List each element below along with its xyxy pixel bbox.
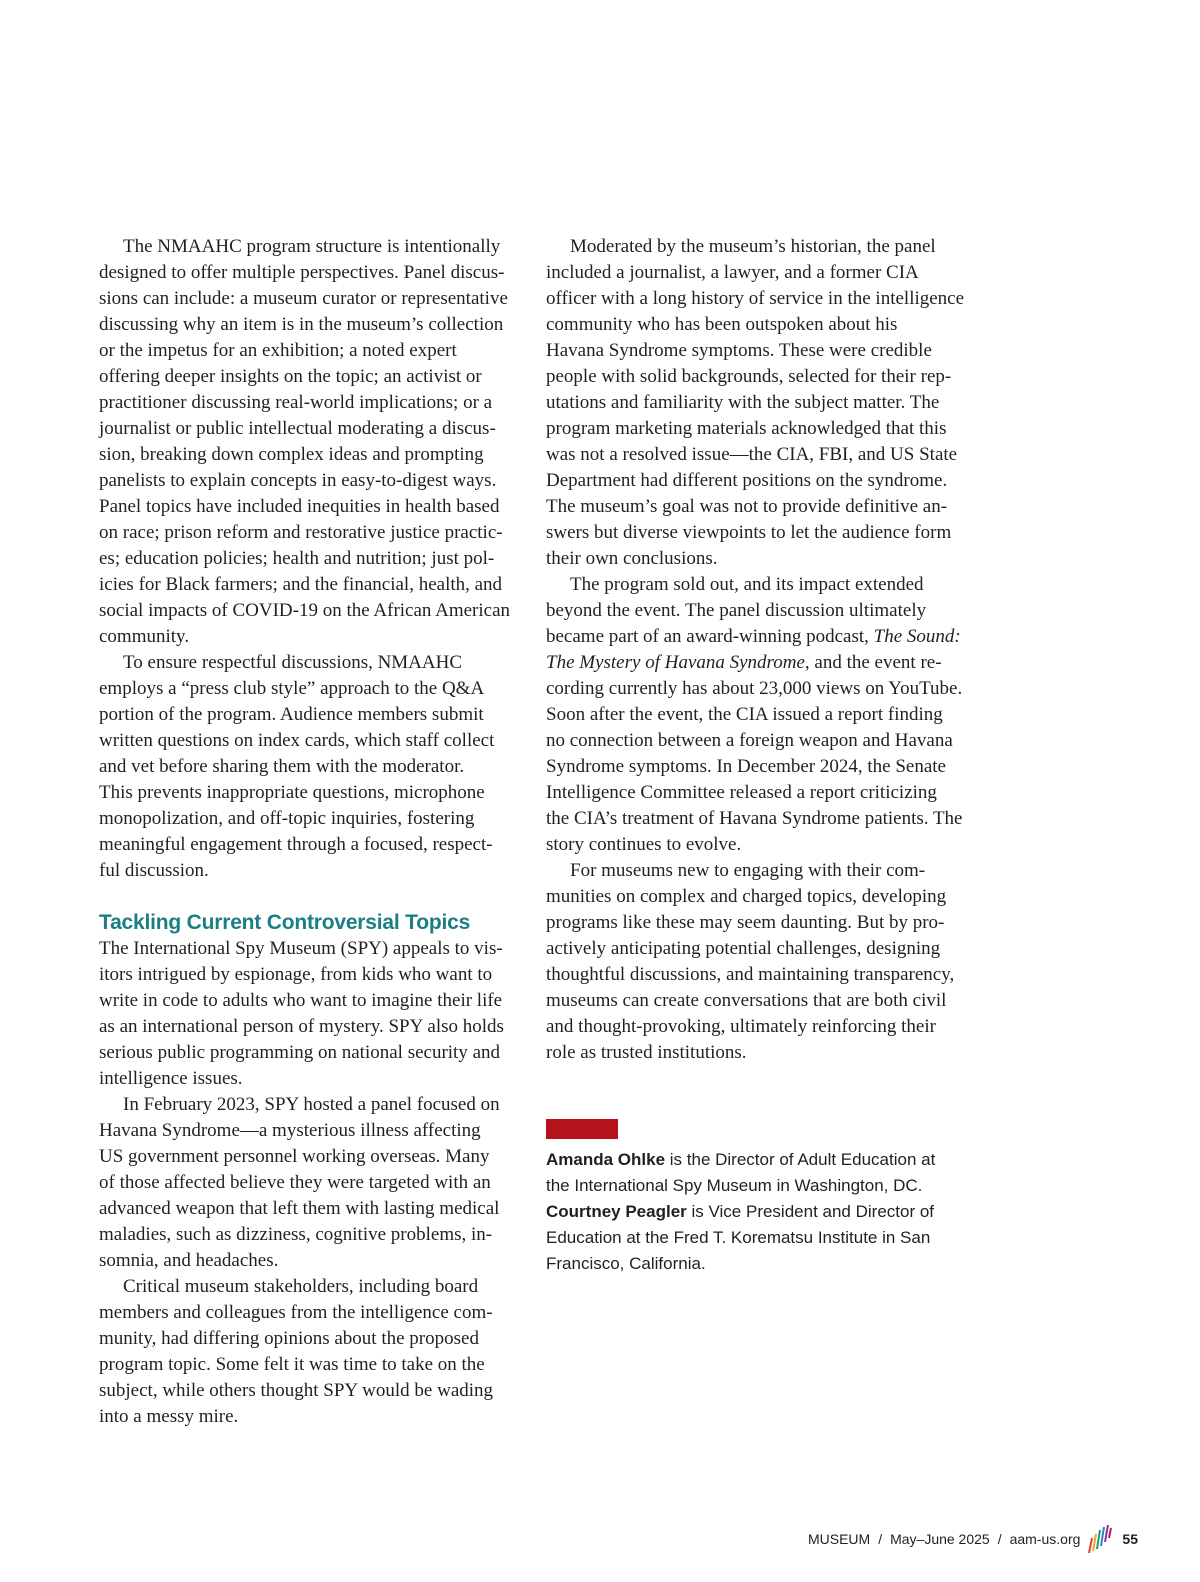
text-line: ful discussion. xyxy=(99,860,209,881)
text-line: role as trusted institutions. xyxy=(546,1042,747,1063)
text-line xyxy=(546,650,966,676)
magazine-name: MUSEUM xyxy=(807,1531,871,1547)
text-line: written questions on index cards, which staff collect xyxy=(99,730,495,751)
text-line: sion, breaking down complex ideas and prompting xyxy=(99,444,484,465)
text-line: meaningful engagement through a focused, respect- xyxy=(99,834,493,855)
text-line: practitioner discussing real-world implications; or a xyxy=(99,392,493,413)
text-line: advanced weapon that left them with lasting medical xyxy=(99,1198,500,1219)
podcast-title: The Sound: xyxy=(873,626,961,647)
text-line: Syndrome symptoms. In December 2024, the Senate xyxy=(546,756,946,777)
author-name: Courtney Peagler xyxy=(546,1202,687,1221)
paragraph-havana-panel xyxy=(99,1092,519,1274)
text-line: social impacts of COVID-19 on the African American xyxy=(99,600,511,621)
text-line: included a journalist, a lawyer, and a former CIA xyxy=(546,262,919,283)
bio-line: Education at the Fred T. Korematsu Institute in San xyxy=(546,1228,931,1247)
paragraph-respectful-discussions xyxy=(99,650,519,884)
paragraph-spy-museum-intro xyxy=(99,936,519,1092)
text-line: To ensure respectful discussions, NMAAHC xyxy=(123,652,463,673)
text-line: Soon after the event, the CIA issued a report finding xyxy=(546,704,943,725)
text-line: people with solid backgrounds, selected for their rep- xyxy=(546,366,952,387)
text-line: The NMAAHC program structure is intentionally xyxy=(123,236,501,257)
text-line: and vet before sharing them with the moderator. xyxy=(99,756,465,777)
text-line: write in code to adults who want to imagine their life xyxy=(99,990,503,1011)
text-line: actively anticipating potential challenges, designing xyxy=(546,938,941,959)
text-line: Havana Syndrome symptoms. These were credible xyxy=(546,340,932,361)
bio-text: is Vice President and Director of xyxy=(686,1202,935,1221)
bio-line: the International Spy Museum in Washington, DC. xyxy=(546,1176,923,1195)
paragraph-conclusion xyxy=(546,858,966,1066)
text-line: or the impetus for an exhibition; a noted expert xyxy=(99,340,457,361)
podcast-title-continued: The Mystery of Havana Syndrome xyxy=(546,652,805,673)
text-line: subject, while others thought SPY would be wading xyxy=(99,1380,494,1401)
paragraph-stakeholders xyxy=(99,1274,519,1430)
text-line: designed to offer multiple perspectives. Panel discus- xyxy=(99,262,505,283)
text-line: programs like these may seem daunting. But by pro- xyxy=(546,912,945,933)
page-number: 55 xyxy=(1122,1531,1138,1547)
issue-date: May–June 2025 xyxy=(890,1531,990,1547)
left-column xyxy=(99,234,519,1430)
text-line: offering deeper insights on the topic; an activist or xyxy=(99,366,482,387)
author-name: Amanda Ohlke xyxy=(546,1150,666,1169)
text-line: itors intrigued by espionage, from kids who want to xyxy=(99,964,493,985)
text-line xyxy=(546,624,966,650)
aam-logo-icon xyxy=(1088,1524,1112,1554)
text-line: story continues to evolve. xyxy=(546,834,742,855)
text-line: maladies, such as dizziness, cognitive problems, in- xyxy=(99,1224,493,1245)
text-line: The museum’s goal was not to provide definitive an- xyxy=(546,496,948,517)
bio-line xyxy=(546,1199,986,1225)
text-line: Havana Syndrome—a mysterious illness affecting xyxy=(99,1120,481,1141)
text-line: For museums new to engaging with their com- xyxy=(570,860,926,881)
text-line: into a messy mire. xyxy=(99,1406,239,1427)
website: aam-us.org xyxy=(1009,1531,1081,1547)
text-line: utations and familiarity with the subject matter. The xyxy=(546,392,940,413)
accent-bar xyxy=(546,1119,618,1139)
bio-line: Francisco, California. xyxy=(546,1254,706,1273)
page-footer xyxy=(808,1524,1138,1554)
text-line: as an international person of mystery. SPY also holds xyxy=(99,1016,504,1037)
text-line: employs a “press club style” approach to the Q&A xyxy=(99,678,485,699)
text-line: cording currently has about 23,000 views on YouTube. xyxy=(546,678,963,699)
text-line: munity, had differing opinions about the proposed xyxy=(99,1328,479,1349)
bio-line xyxy=(546,1147,986,1173)
text-line: The International Spy Museum (SPY) appeals to vis- xyxy=(99,938,503,959)
text-line: somnia, and headaches. xyxy=(99,1250,279,1271)
text-line: serious public programming on national security and xyxy=(99,1042,501,1063)
text-line: The program sold out, and its impact extended xyxy=(570,574,924,595)
footer-separator: / xyxy=(878,1531,883,1547)
text-line: icies for Black farmers; and the financial, health, and xyxy=(99,574,503,595)
text-line: munities on complex and charged topics, developing xyxy=(546,886,947,907)
text-run: , and the event re- xyxy=(804,652,942,673)
section-heading: Tackling Current Controversial Topics xyxy=(99,911,471,934)
text-line: program topic. Some felt it was time to take on the xyxy=(99,1354,485,1375)
text-line: sions can include: a museum curator or representative xyxy=(99,288,508,309)
text-line: program marketing materials acknowledged that this xyxy=(546,418,947,439)
text-line: es; education policies; health and nutrition; just pol- xyxy=(99,548,495,569)
text-line: members and colleagues from the intelligence com- xyxy=(99,1302,493,1323)
text-line: beyond the event. The panel discussion ultimately xyxy=(546,600,927,621)
text-line: on race; prison reform and restorative justice practic- xyxy=(99,522,503,543)
footer-separator: / xyxy=(997,1531,1002,1547)
text-line: museums can create conversations that are both civil xyxy=(546,990,947,1011)
text-line: US government personnel working overseas. Many xyxy=(99,1146,490,1167)
text-line: This prevents inappropriate questions, microphone xyxy=(99,782,485,803)
text-line: panelists to explain concepts in easy-to-digest ways. xyxy=(99,470,497,491)
paragraph-program-structure xyxy=(99,234,519,650)
text-line: Intelligence Committee released a report criticizing xyxy=(546,782,937,803)
text-line: community who has been outspoken about his xyxy=(546,314,898,335)
text-line: intelligence issues. xyxy=(99,1068,243,1089)
text-line: discussing why an item is in the museum’s collection xyxy=(99,314,504,335)
right-column xyxy=(546,234,966,1066)
text-line: In February 2023, SPY hosted a panel focused on xyxy=(123,1094,500,1115)
text-line: swers but diverse viewpoints to let the audience form xyxy=(546,522,952,543)
paragraph-moderated-panel xyxy=(546,234,966,572)
text-run: became part of an award-winning podcast, xyxy=(546,626,874,647)
text-line: and thought-provoking, ultimately reinforcing their xyxy=(546,1016,936,1037)
text-line: community. xyxy=(99,626,190,647)
text-line: monopolization, and off-topic inquiries, fostering xyxy=(99,808,475,829)
text-line: of those affected believe they were targeted with an xyxy=(99,1172,491,1193)
text-line: was not a resolved issue—the CIA, FBI, and US State xyxy=(546,444,958,465)
text-line: Panel topics have included inequities in health based xyxy=(99,496,500,517)
author-bio xyxy=(546,1147,986,1277)
text-line: journalist or public intellectual moderating a discus- xyxy=(99,418,496,439)
text-line: portion of the program. Audience members submit xyxy=(99,704,484,725)
paragraph-program-impact xyxy=(546,572,966,858)
bio-text: is the Director of Adult Education at xyxy=(665,1150,936,1169)
text-line: Moderated by the museum’s historian, the panel xyxy=(570,236,936,257)
text-line: thoughtful discussions, and maintaining transparency, xyxy=(546,964,955,985)
text-line: Department had different positions on the syndrome. xyxy=(546,470,948,491)
text-line: Critical museum stakeholders, including board xyxy=(123,1276,479,1297)
text-line: officer with a long history of service in the intelligence xyxy=(546,288,965,309)
text-line: their own conclusions. xyxy=(546,548,718,569)
text-line: the CIA’s treatment of Havana Syndrome patients. The xyxy=(546,808,963,829)
text-line: no connection between a foreign weapon and Havana xyxy=(546,730,953,751)
